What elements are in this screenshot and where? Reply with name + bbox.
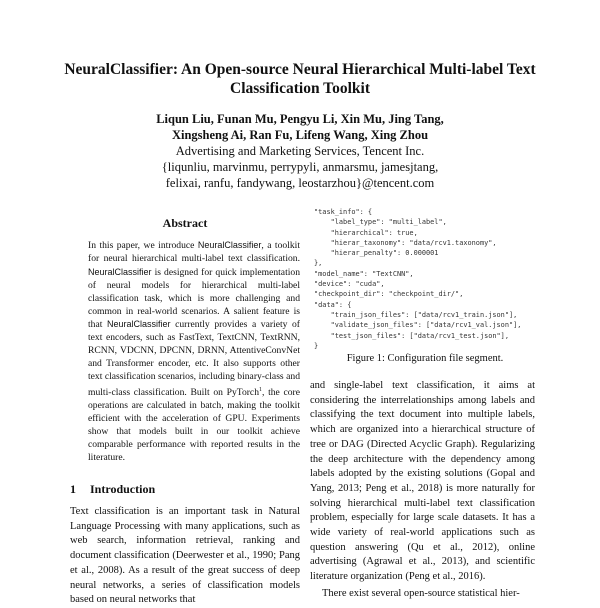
figure-caption: Figure 1: Configuration file segment. xyxy=(346,353,504,364)
config-code-block: "task_info": { "label_type": "multi_label", "hierarchical": true, "hierar_taxonomy": "data/rcv1.taxonomy", "hierar_penalty": 0.000001 }, "model_name": "TextCNN", "device": "cuda", "checkpoint_dir": "checkpoint_dir/", "data": { "train_json_files": ["data/rcv1_train.json"], "validate_json_files": ["data/rcv1_val.json"], "test_json_files": ["data/rcv1_test.json"], } xyxy=(314,208,522,350)
toolkit-name: NeuralClassifier xyxy=(197,240,262,250)
author-list xyxy=(60,111,540,143)
intro-paragraph-next: There exist several open-source statistical hier- xyxy=(322,587,520,599)
abstract-text-5: , the core operations are calculated in batch, making the toolkit efficient with the acceleration of GPU. Experiments show that models built in our toolkit achieve comparable performance with reported results in the literature. xyxy=(88,387,300,463)
intro-column-right xyxy=(310,379,535,602)
authors-line-2: Xingsheng Ai, Ran Fu, Lifeng Wang, Xing Zhou xyxy=(171,128,429,142)
abstract-heading: Abstract xyxy=(162,216,208,230)
intro-paragraph: and single-label text classification, it aims at considering the interrelationships among labels and classifying the text document into multiple labels, which are organized into a hierarchical structure of tree or DAG (Directed Acyclic Graph). Regularizing the deep architecture with the dependency among labels adopted by the existing solutions (Gopal and Yang, 2013; Peng et al., 2018) is more naturally for solving hierarchical multi-label text classification problem, especially for large scale datasets. It has a wide variety of real-world applications such as question answering (Qu et al., 2012), online advertising (Agrawal et al., 2013), and scientific literature organization (Peng et al., 2016). xyxy=(310,380,535,583)
affiliation-block xyxy=(60,143,540,191)
abstract-text-4: currently provides a variety of text encoders, such as FastText, TextCNN, TextRNN, RCNN, VDCNN, DPCNN, DRNN, AttentiveConvNet and Transformer encoder, etc. It also supports other text classification scenarios, including binary-class and multi-class classification. Built on PyTorch xyxy=(88,319,300,399)
authors-line-1: Liqun Liu, Funan Mu, Pengyu Li, Xin Mu, Jing Tang, xyxy=(156,112,444,126)
abstract-text-2: , a toolkit for neural hierarchical multi-label text classification. xyxy=(88,240,300,264)
affiliation: Advertising and Marketing Services, Tencent Inc. xyxy=(175,144,425,158)
abstract-text-3: is designed for quick implementation of neural models for hierarchical multi-label classification task, which is more challenging and common in real-world scenarios. A salient feature is that xyxy=(88,266,300,331)
paper-title: NeuralClassifier: An Open-source Neural Hierarchical Multi-label Text Classification Toolkit xyxy=(64,61,536,97)
footnote-mark: 1 xyxy=(259,386,262,393)
emails-line-2: felixai, ranfu, fandywang, leostarzhou}@tencent.com xyxy=(165,176,435,190)
section-number: 1 xyxy=(70,482,76,496)
abstract-text-1: In this paper, we introduce xyxy=(88,240,198,251)
emails-line-1: {liqunliu, marvinmu, perrypyli, anmarsmu, jamesjtang, xyxy=(161,160,439,174)
toolkit-name: NeuralClassifier xyxy=(106,319,171,330)
intro-column-left: Text classification is an important task in Natural Language Processing with many applications, such as web search, information retrieval, ranking and document classification (Deerwester et al., 1990; Pang et al., 2008). As a result of the great success of deep neural networks, a series of classification models based on neural networks that xyxy=(70,506,300,606)
section-heading xyxy=(70,482,169,497)
abstract-body xyxy=(88,239,300,465)
section-title: Introduction xyxy=(90,482,156,496)
toolkit-name: NeuralClassifier xyxy=(88,266,152,277)
